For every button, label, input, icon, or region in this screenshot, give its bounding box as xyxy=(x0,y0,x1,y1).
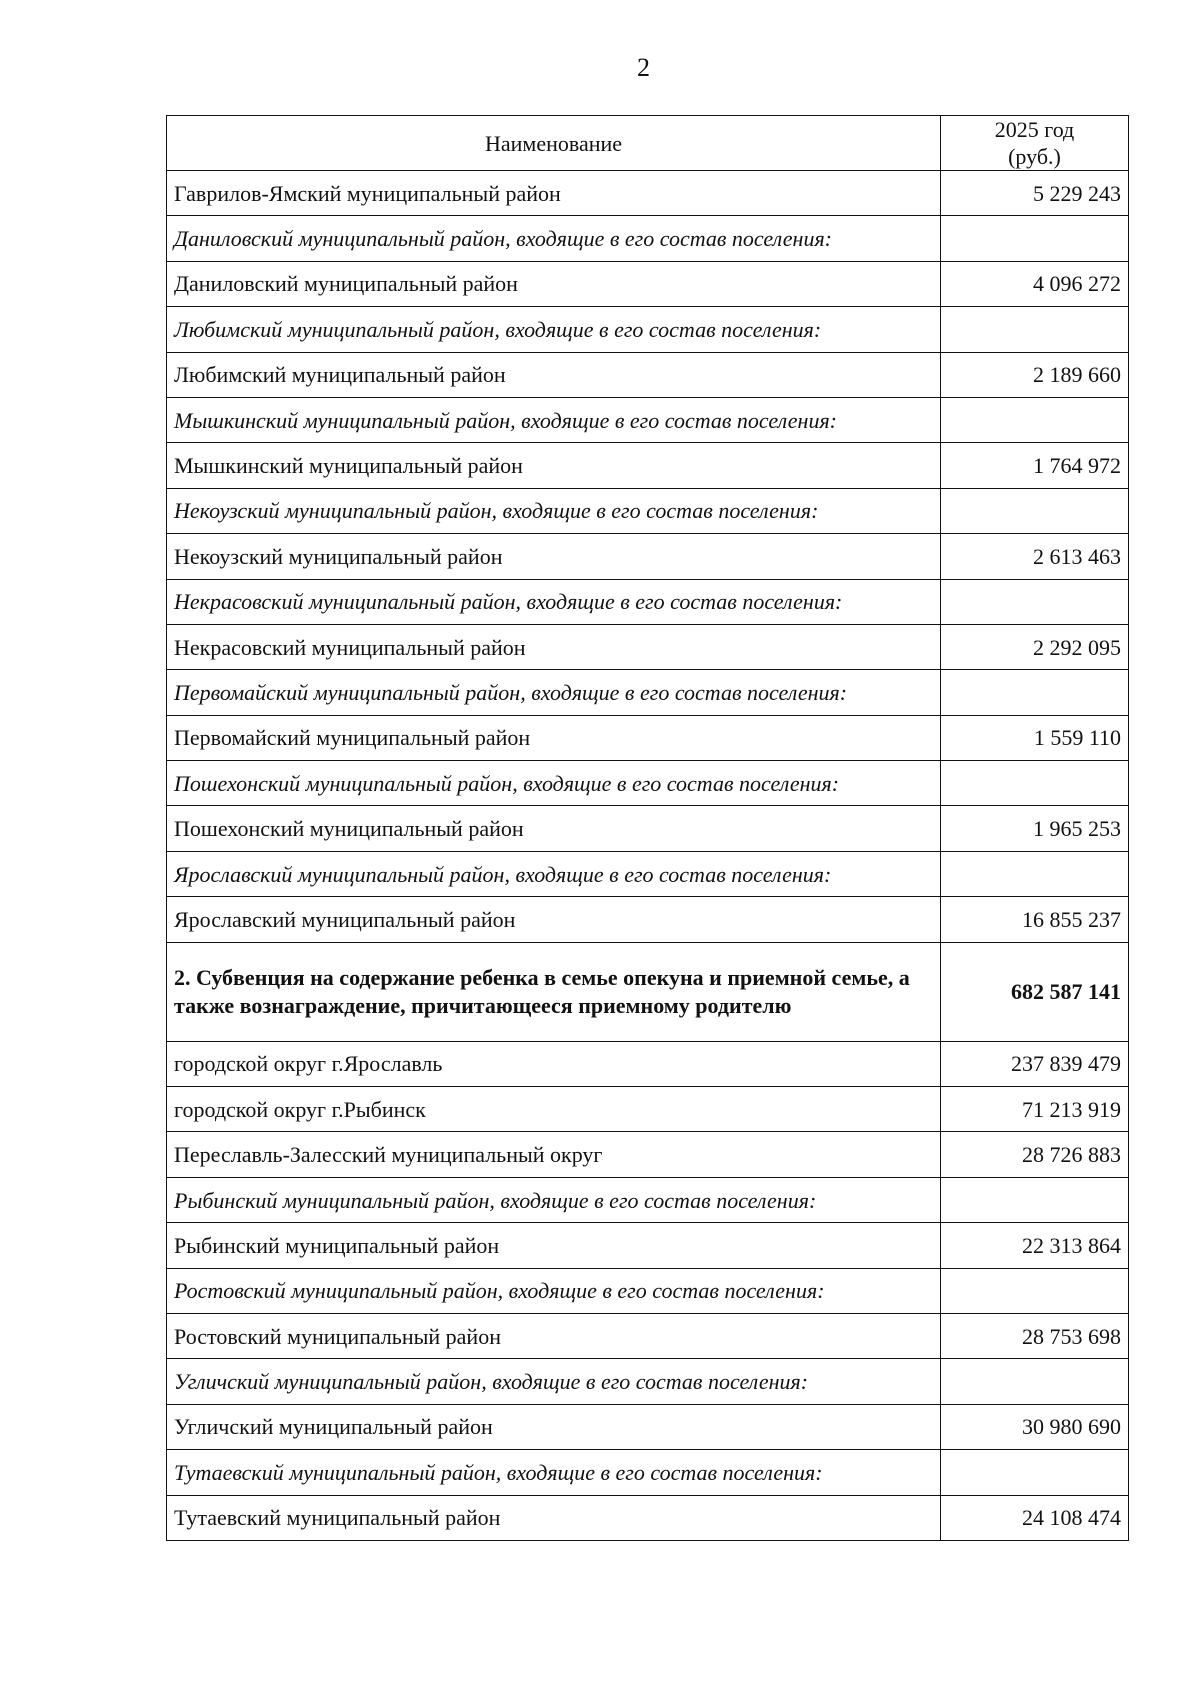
row-value: 2 189 660 xyxy=(941,352,1129,397)
row-name: городской округ г.Рыбинск xyxy=(167,1087,941,1132)
row-name: Гаврилов-Ямский муниципальный район xyxy=(167,171,941,216)
table-row xyxy=(167,1132,1129,1177)
row-value: 1 559 110 xyxy=(941,715,1129,760)
row-name: Некоузский муниципальный район, входящие в его состав поселения: xyxy=(167,488,941,533)
row-value xyxy=(941,216,1129,261)
subtotal-row xyxy=(167,942,1129,1041)
row-value xyxy=(941,1177,1129,1222)
row-name: Ростовский муниципальный район, входящие в его состав поселения: xyxy=(167,1268,941,1313)
row-name: Тутаевский муниципальный район, входящие в его состав поселения: xyxy=(167,1450,941,1495)
row-value xyxy=(941,1268,1129,1313)
section-row xyxy=(167,851,1129,896)
row-value: 30 980 690 xyxy=(941,1404,1129,1449)
row-name: Рыбинский муниципальный район, входящие в его состав поселения: xyxy=(167,1177,941,1222)
row-name: Пошехонский муниципальный район xyxy=(167,806,941,851)
table-row xyxy=(167,806,1129,851)
row-name: Пошехонский муниципальный район, входящие в его состав поселения: xyxy=(167,761,941,806)
table-row xyxy=(167,1404,1129,1449)
row-value xyxy=(941,761,1129,806)
row-value: 4 096 272 xyxy=(941,261,1129,306)
row-name: Переславль-Залесский муниципальный округ xyxy=(167,1132,941,1177)
section-row xyxy=(167,307,1129,352)
row-name: Первомайский муниципальный район, входящие в его состав поселения: xyxy=(167,670,941,715)
subvention-table xyxy=(166,115,1129,1541)
row-name: Ярославский муниципальный район xyxy=(167,897,941,942)
row-value: 28 753 698 xyxy=(941,1313,1129,1358)
table-row xyxy=(167,1495,1129,1540)
row-value xyxy=(941,1450,1129,1495)
row-value xyxy=(941,397,1129,442)
row-value: 1 764 972 xyxy=(941,443,1129,488)
row-name: Некоузский муниципальный район xyxy=(167,534,941,579)
table-row xyxy=(167,624,1129,669)
row-value: 682 587 141 xyxy=(941,942,1129,1041)
table-body xyxy=(167,116,1129,1541)
table-header-row xyxy=(167,116,1129,171)
row-value: 2 613 463 xyxy=(941,534,1129,579)
row-name: Некрасовский муниципальный район xyxy=(167,624,941,669)
row-value xyxy=(941,670,1129,715)
row-value xyxy=(941,851,1129,896)
row-value xyxy=(941,307,1129,352)
row-value xyxy=(941,488,1129,533)
row-name: Угличский муниципальный район xyxy=(167,1404,941,1449)
section-row xyxy=(167,397,1129,442)
row-value: 71 213 919 xyxy=(941,1087,1129,1132)
table-row xyxy=(167,1087,1129,1132)
row-name: Любимский муниципальный район, входящие в его состав поселения: xyxy=(167,307,941,352)
row-value: 237 839 479 xyxy=(941,1041,1129,1086)
section-row xyxy=(167,1177,1129,1222)
row-name: Угличский муниципальный район, входящие в его состав поселения: xyxy=(167,1359,941,1404)
section-row xyxy=(167,1359,1129,1404)
row-value: 1 965 253 xyxy=(941,806,1129,851)
table-row xyxy=(167,715,1129,760)
column-header-year xyxy=(941,116,1129,171)
row-value: 5 229 243 xyxy=(941,171,1129,216)
table-row xyxy=(167,1313,1129,1358)
table-row xyxy=(167,443,1129,488)
table-row xyxy=(167,897,1129,942)
column-header-name: Наименование xyxy=(167,116,941,171)
row-name: Мышкинский муниципальный район xyxy=(167,443,941,488)
section-row xyxy=(167,761,1129,806)
row-name: Даниловский муниципальный район xyxy=(167,261,941,306)
row-name: Первомайский муниципальный район xyxy=(167,715,941,760)
row-name: Рыбинский муниципальный район xyxy=(167,1223,941,1268)
row-name: Любимский муниципальный район xyxy=(167,352,941,397)
table-row xyxy=(167,1041,1129,1086)
section-row xyxy=(167,1450,1129,1495)
row-value xyxy=(941,579,1129,624)
section-row xyxy=(167,579,1129,624)
row-name: 2. Субвенция на содержание ребенка в семье опекуна и приемной семье, а также вознаграждение, причитающееся приемному родителю xyxy=(167,942,941,1041)
row-name: Некрасовский муниципальный район, входящие в его состав поселения: xyxy=(167,579,941,624)
table-row xyxy=(167,171,1129,216)
section-row xyxy=(167,488,1129,533)
page-number: 2 xyxy=(637,53,650,82)
row-value: 2 292 095 xyxy=(941,624,1129,669)
section-row xyxy=(167,1268,1129,1313)
row-value xyxy=(941,1359,1129,1404)
section-row xyxy=(167,670,1129,715)
row-value: 28 726 883 xyxy=(941,1132,1129,1177)
table-row xyxy=(167,534,1129,579)
column-header-year-line1: 2025 год xyxy=(994,117,1075,142)
table-row xyxy=(167,352,1129,397)
column-header-year-line2: (руб.) xyxy=(1008,144,1061,169)
section-row xyxy=(167,216,1129,261)
table-row xyxy=(167,261,1129,306)
row-value: 24 108 474 xyxy=(941,1495,1129,1540)
row-name: Даниловский муниципальный район, входящие в его состав поселения: xyxy=(167,216,941,261)
row-name: Тутаевский муниципальный район xyxy=(167,1495,941,1540)
row-value: 22 313 864 xyxy=(941,1223,1129,1268)
row-name: Ростовский муниципальный район xyxy=(167,1313,941,1358)
row-name: Мышкинский муниципальный район, входящие в его состав поселения: xyxy=(167,397,941,442)
table-row xyxy=(167,1223,1129,1268)
row-value: 16 855 237 xyxy=(941,897,1129,942)
row-name: Ярославский муниципальный район, входящие в его состав поселения: xyxy=(167,851,941,896)
row-name: городской округ г.Ярославль xyxy=(167,1041,941,1086)
